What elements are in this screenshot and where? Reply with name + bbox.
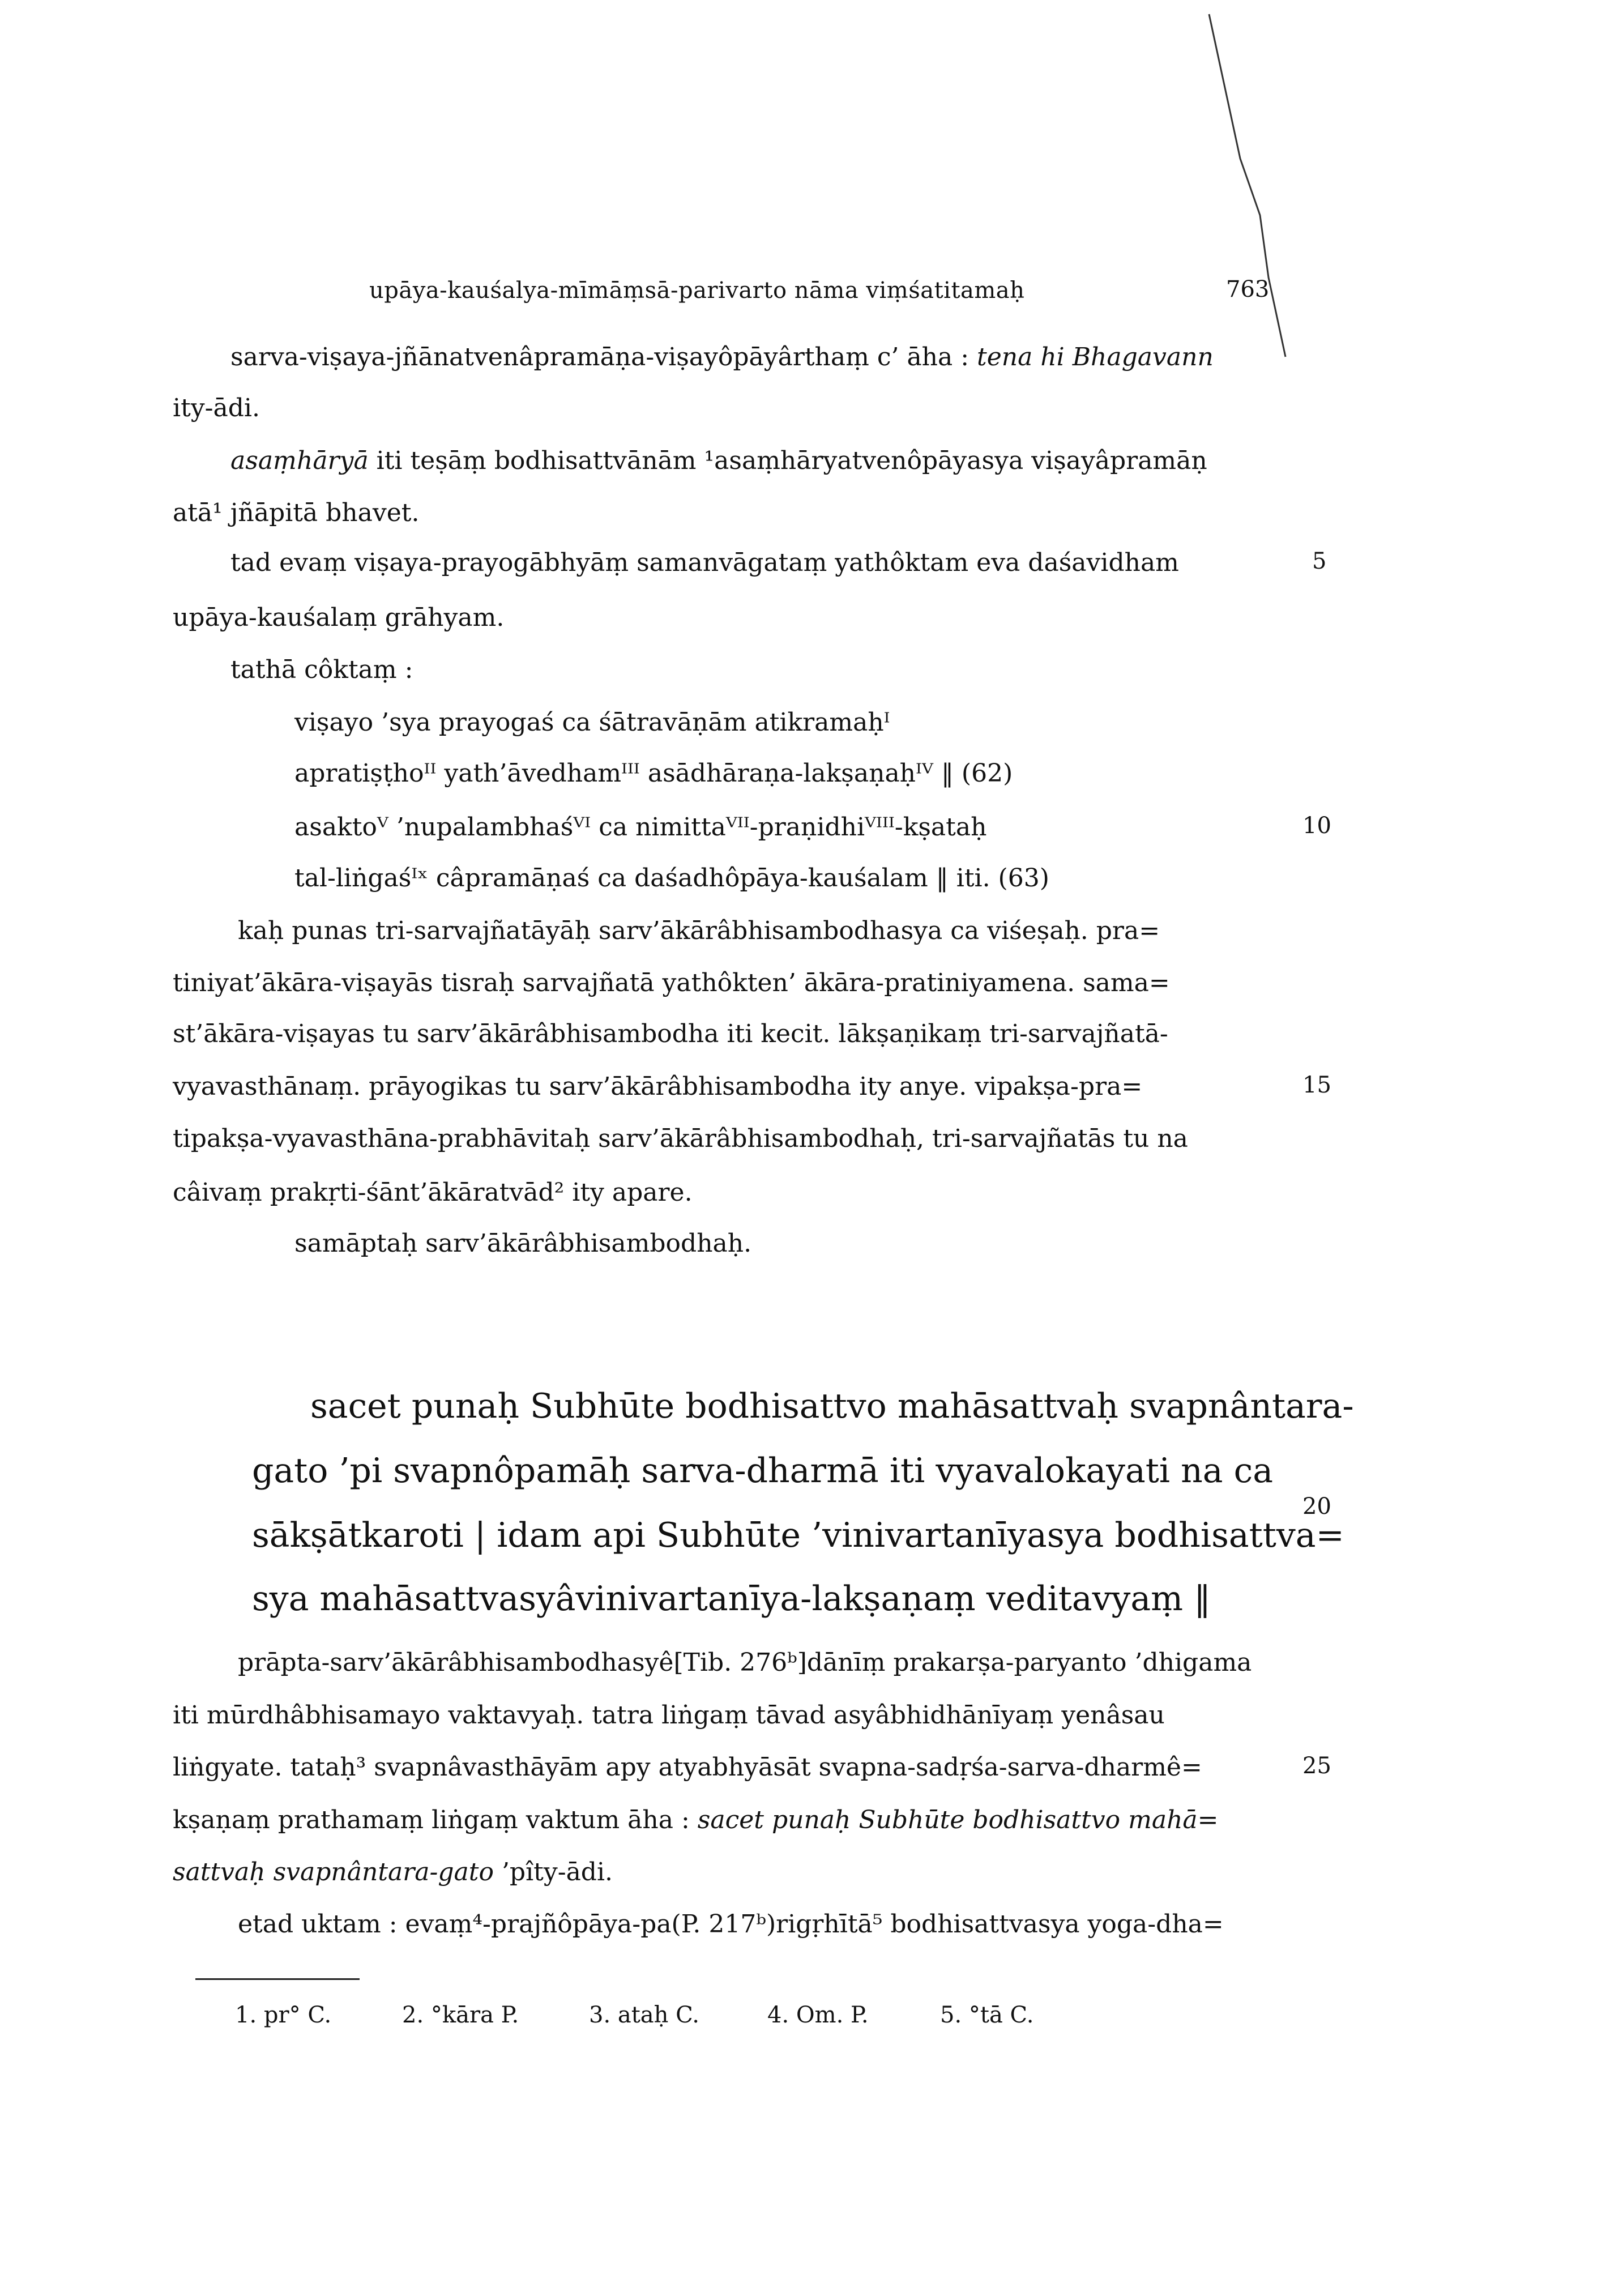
text-run: ity-ādi. xyxy=(173,394,260,423)
verse-line: viṣayo ’sya prayogaś ca śātravāṇām atikramaḥᴵ xyxy=(294,708,890,737)
text-line xyxy=(173,603,504,632)
pen-stroke-mark xyxy=(1206,11,1297,362)
text-line: câivaṃ prakṛti-śānt’ākāratvād² ity apare. xyxy=(173,1178,693,1207)
verse-line: asaktoⱽ ’nupalambhaśⱽᴵ ca nimittaⱽᴵᴵ-praṇidhiⱽᴵᴵᴵ-kṣataḥ xyxy=(294,813,987,842)
italic-run: sacet punaḥ Subhūte bodhisattvo mahā= xyxy=(697,1806,1219,1834)
text-run: sarva-viṣaya-jñānatvenâpramāṇa-viṣayôpāyârthaṃ c’ āha : xyxy=(230,343,977,372)
footnote: 2. °kāra P. xyxy=(402,2002,519,2028)
text-line: liṅgyate. tataḥ³ svapnâvasthāyām apy atyabhyāsāt svapna-sadṛśa-sarva-dharmê= xyxy=(173,1753,1202,1782)
text-line xyxy=(230,446,1207,475)
sutra-line: sacet punaḥ Subhūte bodhisattvo mahāsattvaḥ svapnântara- xyxy=(310,1386,1354,1426)
text-line xyxy=(230,343,1214,372)
footnote: 4. Om. P. xyxy=(767,2002,869,2028)
page-number: 763 xyxy=(1226,276,1270,302)
sutra-line: sya mahāsattvasyâvinivartanīya-lakṣaṇaṃ veditavyaṃ ‖ xyxy=(252,1579,1211,1619)
text-run: atā¹ jñāpitā bhavet. xyxy=(173,498,420,527)
text-line xyxy=(173,394,260,423)
text-run: upāya-kauśalaṃ grāhyam. xyxy=(173,603,505,632)
text-line xyxy=(173,1858,613,1887)
footnote-rule xyxy=(195,1978,360,1980)
footnote: 3. ataḥ C. xyxy=(589,2002,700,2028)
text-line: prāpta-sarv’ākārâbhisambodhasyê[Tib. 276ᵇ]dānīṃ prakarṣa-paryanto ’dhigama xyxy=(238,1648,1252,1677)
line-number: 20 xyxy=(1302,1493,1331,1520)
verse-line: tal-liṅgaśᴵˣ câpramāṇaś ca daśadhôpāya-kauśalam ‖ iti. (63) xyxy=(294,864,1049,893)
footnote: 1. pr° C. xyxy=(235,2002,332,2028)
text-run: tad evaṃ viṣaya-prayogābhyāṃ samanvāgataṃ yathôktam eva daśavidham xyxy=(230,548,1179,577)
verse-line: apratiṣṭhoᴵᴵ yath’āvedhamᴵᴵᴵ asādhāraṇa-lakṣaṇaḥᴵⱽ ‖ (62) xyxy=(294,759,1013,788)
line-number: 5 xyxy=(1312,548,1327,574)
text-run: tathā côktaṃ : xyxy=(230,655,413,684)
line-number: 25 xyxy=(1302,1753,1331,1779)
italic-run: tena hi Bhagavann xyxy=(977,343,1214,372)
text-line: vyavasthānaṃ. prāyogikas tu sarv’ākārâbhisambodha ity anye. vipakṣa-pra= xyxy=(173,1072,1143,1101)
text-run: kṣaṇaṃ prathamaṃ liṅgaṃ vaktum āha : xyxy=(173,1806,698,1834)
text-line xyxy=(173,1806,1219,1834)
text-line xyxy=(230,655,413,684)
italic-run: sattvaḥ svapnântara-gato xyxy=(173,1858,494,1887)
text-line xyxy=(230,548,1179,577)
text-run: iti teṣāṃ bodhisattvānām ¹asaṃhāryatvenôpāyasya viṣayâpramāṇ xyxy=(368,446,1207,475)
text-line: etad uktam : evaṃ⁴-prajñôpāya-pa(P. 217ᵇ)rigṛhītā⁵ bodhisattvasya yoga-dha= xyxy=(238,1910,1224,1939)
text-line: kaḥ punas tri-sarvajñatāyāḥ sarv’ākārâbhisambodhasya ca viśeṣaḥ. pra= xyxy=(238,916,1160,945)
sutra-line: gato ’pi svapnôpamāḥ sarva-dharmā iti vyavalokayati na ca xyxy=(252,1451,1273,1491)
text-line: tiniyat’ākāra-viṣayās tisraḥ sarvajñatā yathôkten’ ākāra-pratiniyamena. sama= xyxy=(173,968,1170,997)
sutra-line: sākṣātkaroti | idam api Subhūte ’vinivartanīyasya bodhisattva= xyxy=(252,1516,1344,1555)
line-number: 15 xyxy=(1302,1072,1331,1098)
text-line: tipakṣa-vyavasthāna-prabhāvitaḥ sarv’ākārâbhisambodhaḥ, tri-sarvajñatās tu na xyxy=(173,1124,1188,1153)
text-run: ’pîty-ādi. xyxy=(493,1858,613,1887)
section-closing: samāptaḥ sarv’ākārâbhisambodhaḥ. xyxy=(294,1229,752,1258)
text-line: st’ākāra-viṣayas tu sarv’ākārâbhisambodha iti kecit. lākṣaṇikaṃ tri-sarvajñatā- xyxy=(173,1019,1168,1048)
line-number: 10 xyxy=(1302,813,1331,839)
running-title: upāya-kauśalya-mīmāṃsā-parivarto nāma viṃśatitamaḥ xyxy=(369,278,1025,304)
text-line: iti mūrdhâbhisamayo vaktavyaḥ. tatra liṅgaṃ tāvad asyâbhidhānīyaṃ yenâsau xyxy=(173,1701,1165,1730)
italic-run: asaṃhāryā xyxy=(230,446,369,475)
text-line xyxy=(173,498,419,527)
footnote: 5. °tā C. xyxy=(940,2002,1034,2028)
